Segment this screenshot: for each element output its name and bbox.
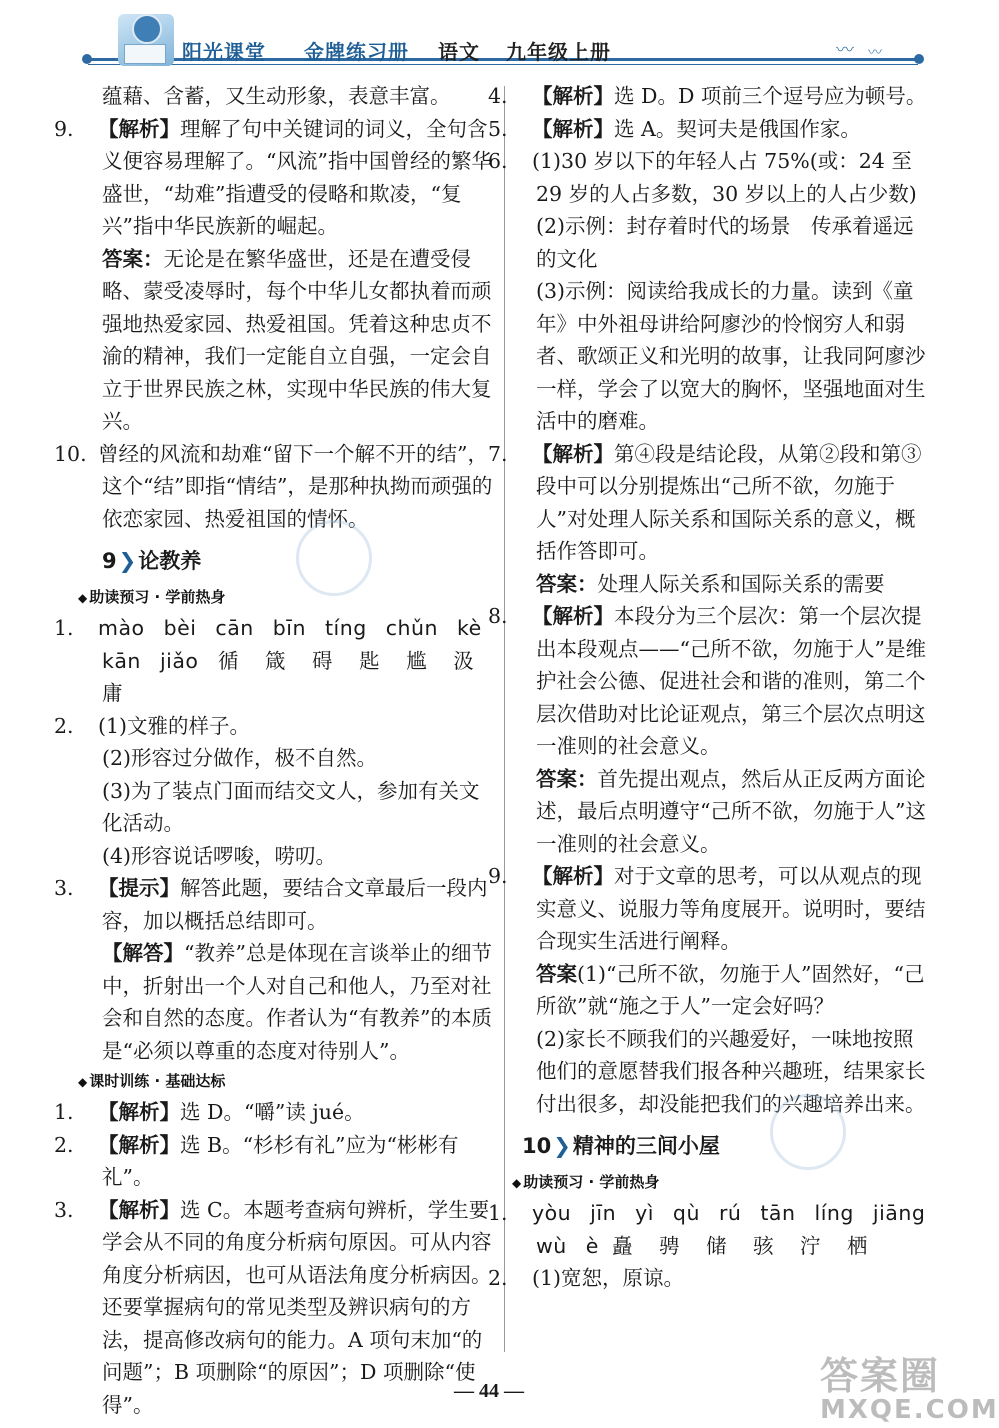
analysis-text: 对于文章的思考，可以从观点的现实意义、说服力等角度展开。说明时，要结合现实生活进行阐释。 [536,864,926,953]
sub-answer: (2)形容过分做作，极不自然。 [102,746,378,770]
analysis-tag: 【解析】 [532,116,614,141]
exercise-line [78,645,496,710]
lesson-title: 精神的三间小屋 [572,1134,720,1158]
subject-label: 语文 [438,40,480,64]
item-number: 3. [54,1197,74,1222]
exercise-item [54,612,496,645]
watermark-stamp-icon [770,1094,846,1170]
answer-block [512,763,932,861]
pinyin-answers: yòu jīn yì qù rú tān líng jiāng [532,1201,926,1225]
analysis-text: 本段分为三个层次：第一个层次提出本段观点——“己所不欲，勿施于人”是维护社会公德、促进社会和谐的准则，第二个层次借助对比论证观点，第三个层次点明这一准则的社会意义。 [536,604,926,758]
answer-block [512,958,932,1023]
exercise-item [488,1197,932,1230]
book-icon [124,44,166,64]
section-marker-icon: ◆ [78,591,88,605]
item-number: 6. [488,149,508,173]
analysis-tag: 【解析】 [532,84,614,108]
answer-text: 无论是在繁华盛世，还是在遭受侵略、蒙受凌辱时，每个中华儿女都执着而顽强地热爱家园、热爱祖国。凭着这种忠贞不渝的精神，我们一定能自立自强，一定会自立于世界民族之林，实现中华民族的伟大复兴。 [102,246,492,433]
exercise-item [488,80,932,113]
analysis-tag: 【解析】 [532,864,614,888]
answer-block [78,937,496,1067]
hint-tag: 【提示】 [98,876,180,900]
answer-text: 首先提出观点，然后从正反两方面论述，最后点明遵守“己所不欲，勿施于人”这一准则的社会意义。 [536,766,926,856]
header-dot-right [914,54,924,64]
lesson-title: 论教养 [138,549,202,573]
watermark-url: MXQE.COM [820,1395,999,1425]
pinyin-answers: wù è [536,1233,599,1258]
exercise-item [488,113,932,146]
series-title: 阳光课堂 [182,40,266,64]
section-heading [78,1067,496,1096]
analysis-text: 理解了句中关键词的词义，全句含义便容易理解了。“风流”指中国曾经的繁华盛世，“劫难”指遭受的侵略和欺凌，“复兴”指中华民族新的崛起。 [102,116,492,238]
text-line: 蕴藉、含蓄，又生动形象，表意丰富。 [102,84,451,108]
answer-block [78,243,496,438]
section-title: 助读预习 · 学前热身 [523,1173,660,1191]
sub-answer: (1)宽恕，原谅。 [532,1266,685,1290]
analysis-tag: 【解析】 [98,116,180,141]
exercise-item [488,860,932,958]
item-number: 2. [488,1266,508,1290]
grade-label: 九年级上册 [506,40,611,64]
character-answers: 循 箴 碍 匙 尴 汲 庸 [102,648,477,705]
exercise-item [54,710,496,743]
globe-icon [132,14,162,44]
sub-answer: (3)示例：阅读给我成长的力量。读到《童年》中外祖母讲给阿廖沙的怜悯穷人和弱者、歌颂正义和光明的故事，让我同阿廖沙一样，学会了以宽大的胸怀，坚强地面对生活中的磨难。 [536,279,926,433]
sub-answer: (1)文雅的样子。 [98,713,251,738]
analysis-text: 第④段是结论段，从第②段和第③段中可以分别提炼出“己所不欲，勿施于人”对处理人际关系和国际关系的意义，概括作答即可。 [536,441,922,563]
lesson-number: 9 [102,549,117,573]
hint-text: 解答此题，要结合文章最后一段内容，加以概括总结即可。 [102,876,488,933]
sub-answer: (1)30 岁以下的年轻人占 75%(或：24 至 29 岁的人占多数，30 岁以上的人占少数) [532,149,917,206]
exercise-item [54,872,496,937]
watermark [820,1354,999,1425]
answer-text: 处理人际关系和国际关系的需要 [597,571,885,596]
book-title: 金牌练习册 [304,40,409,64]
answer-label: 答案： [536,571,598,596]
pinyin-answers: mào bèi cān bīn tíng chǔn kè [98,616,482,640]
watermark-text: 答案圈 [820,1354,941,1398]
analysis-text: 选 D。“嚼”读 jué。 [180,1100,365,1124]
answer-label: 答案： [102,246,164,271]
section-title: 课时训练 · 基础达标 [89,1072,226,1090]
analysis-text: 选 C。本题考查病句辨析，学生要学会从不同的角度分析病句原因。可从内容角度分析病因，也可从语法角度分析病因。还要掌握病句的常见类型及辨识病句的方法，提高修改病句的能力。A 项句末加“的问题”；B 项删除“的原因”；D 项删除“使得”。 [102,1197,492,1417]
item-number: 10. [54,441,87,466]
item-number: 1. [488,1201,508,1225]
column-divider [504,86,505,1352]
exercise-line [512,1230,932,1263]
item-number: 1. [54,616,74,640]
item-number: 2. [54,1132,74,1157]
analysis-tag: 【解析】 [532,604,614,628]
lesson-heading [522,1128,932,1164]
bird-icon: 〰 [836,40,854,61]
page-number: — 44 — [454,1380,524,1402]
analysis-tag: 【解析】 [98,1197,180,1222]
exercise-item [488,145,932,210]
exercise-item [488,1262,932,1295]
analysis-text: 选 B。“杉杉有礼”应为“彬彬有礼”。 [102,1132,459,1189]
answer-label: 答案 [536,961,577,986]
item-number: 1. [54,1100,74,1124]
item-number: 7. [488,441,508,466]
item-number: 9. [488,864,508,888]
pinyin-answers: kān jiǎo [102,648,199,673]
lesson-number: 10 [522,1134,552,1158]
analysis-text: 选 A。契诃夫是俄国作家。 [614,116,861,141]
section-heading [512,1168,932,1197]
analysis-text: 选 D。D 项前三个逗号应为顿号。 [614,84,927,108]
character-answers: 矗 骋 储 骇 泞 栖 [611,1233,871,1258]
answer-text: (1)“己所不欲，勿施于人”固然好，“己所欲”就“施之于人”一定会好吗？ [536,961,925,1018]
section-marker-icon: ◆ [78,1075,88,1089]
sub-answer: (2)示例：封存着时代的场景 传承着遥远的文化 [536,214,914,271]
item-number: 2. [54,713,74,738]
answer-label: 答案： [536,766,598,791]
answer-item-10 [54,438,496,536]
solution-tag: 【解答】 [102,941,184,965]
watermark-stamp-icon [296,520,372,596]
exercise-item [54,1129,496,1194]
exercise-item [488,600,932,763]
analysis-tag: 【解析】 [532,441,614,466]
sub-answer: (3)为了装点门面而结交文人，参加有关文化活动。 [102,778,480,835]
item-number: 8. [488,604,508,628]
item-number: 3. [54,876,74,900]
chevron-right-icon: ❯ [553,1134,571,1158]
left-column [54,80,496,1421]
exercise-item [488,438,932,568]
section-title: 助读预习 · 学前热身 [89,588,226,606]
item-number: 5. [488,116,508,141]
bird-icon: 〰 [868,45,882,61]
analysis-tag: 【解析】 [98,1100,180,1124]
answer-block [512,568,932,601]
chevron-right-icon: ❯ [118,549,137,573]
section-heading [78,583,496,612]
page-header [0,0,978,80]
exercise-item [54,1096,496,1129]
section-marker-icon: ◆ [512,1176,522,1190]
answer-text: 曾经的风流和劫难“留下一个解不开的结”，这个“结”即指“情结”，是那种执拗而顽强的依恋家园、热爱祖国的情怀。 [98,441,493,531]
item-number: 9. [54,116,74,141]
analysis-tag: 【解析】 [98,1132,180,1157]
solution-text: “教养”总是体现在言谈举止的细节中，折射出一个人对自己和他人，乃至对社会和自然的态度。作者认为“有教养”的本质是“必须以尊重的态度对待别人”。 [102,941,492,1063]
sub-answer: (4)形容说话啰唆，唠叨。 [102,843,337,868]
right-column [488,80,932,1295]
answer-text: (2)家长不顾我们的兴趣爱好，一味地按照他们的意愿替我们报各种兴趣班，结果家长付出很多，却没能把我们的兴趣培养出来。 [536,1026,926,1116]
item-number: 4. [488,84,508,108]
answer-item-9 [54,113,496,243]
